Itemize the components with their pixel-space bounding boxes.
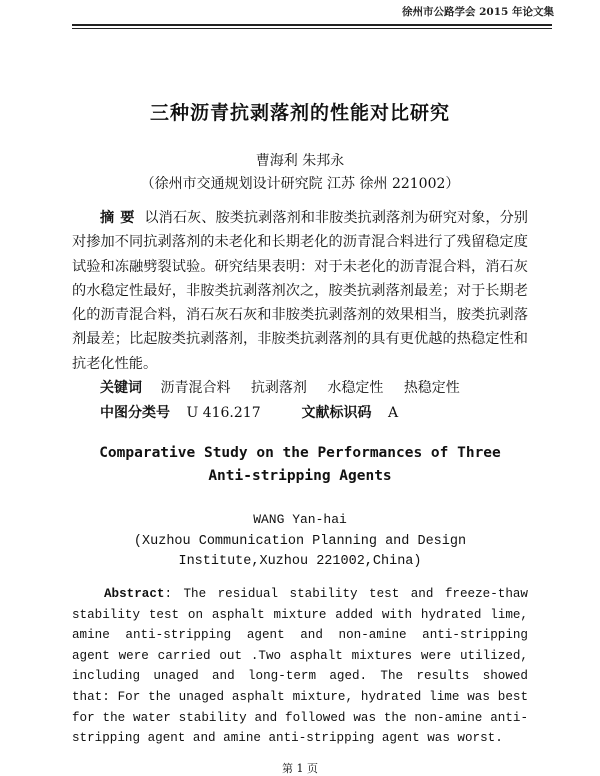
chinese-abstract <box>72 206 528 376</box>
english-title-line-1: Comparative Study on the Performances of Three <box>99 445 501 461</box>
document-code-label: 文献标识码 <box>301 405 372 421</box>
chinese-abstract-label: 摘要 <box>100 210 141 226</box>
english-abstract-label: Abstract <box>104 587 165 601</box>
chinese-title: 三种沥青抗剥落剂的性能对比研究 <box>149 102 450 124</box>
keyword: 热稳定性 <box>403 380 460 396</box>
chinese-affiliation: （徐州市交通规划设计研究院 江苏 徐州 221002） <box>140 176 460 192</box>
english-title <box>0 442 600 488</box>
english-title-line-2: Anti-stripping Agents <box>208 468 392 484</box>
english-author: WANG Yan-hai <box>253 512 347 527</box>
classification-line <box>100 402 398 422</box>
keyword: 沥青混合料 <box>160 380 231 396</box>
keywords-label: 关键词 <box>100 380 142 396</box>
class-number-value: U 416.217 <box>186 405 261 421</box>
document-code-value: A <box>387 405 399 421</box>
page-number: 第 1 页 <box>282 762 318 775</box>
english-affiliation: (Xuzhou Communication Planning and Design Institute,Xuzhou 221002,China) <box>133 534 467 569</box>
chinese-keywords <box>100 377 476 397</box>
class-number-label: 中图分类号 <box>100 405 170 421</box>
header-rule-thin <box>72 28 552 29</box>
running-header: 徐州市公路学会 2015 年论文集 <box>401 6 554 18</box>
keyword: 水稳定性 <box>327 380 384 396</box>
header-rule <box>72 24 552 26</box>
english-abstract-text: : The residual stability test and freeze-thaw stability test on asphalt mixture added with hydrated lime, amine anti-stripping agent and non-amine anti-stripping agent were carried out .Two asphalt mixtures were utilized, including unaged and long-term aged. The results showed that: For the unaged asphalt mixture, hydrated lime was best for the water stability and followed was the non-amine anti-stripping agent and amine anti-stripping agent was worst. <box>72 587 528 746</box>
chinese-abstract-text: 以消石灰、胺类抗剥落剂和非胺类抗剥落剂为研究对象，分别对掺加不同抗剥落剂的未老化和长期老化的沥青混合料进行了残留稳定度试验和冻融劈裂试验。研究结果表明：对于未老化的沥青混合料，消石灰的水稳定性最好，非胺类抗剥落剂次之，胺类抗剥落剂最差；对于长期老化的沥青混合料，消石灰石灰和非胺类抗剥落剂的效果相当，胺类抗剥落剂最差；比起胺类抗剥落剂，非胺类抗剥落剂的具有更优越的热稳定性和抗老化性能。 <box>72 210 528 372</box>
chinese-authors: 曹海利 朱邦永 <box>255 153 345 169</box>
keyword: 抗剥落剂 <box>250 380 307 396</box>
english-abstract <box>72 584 528 749</box>
